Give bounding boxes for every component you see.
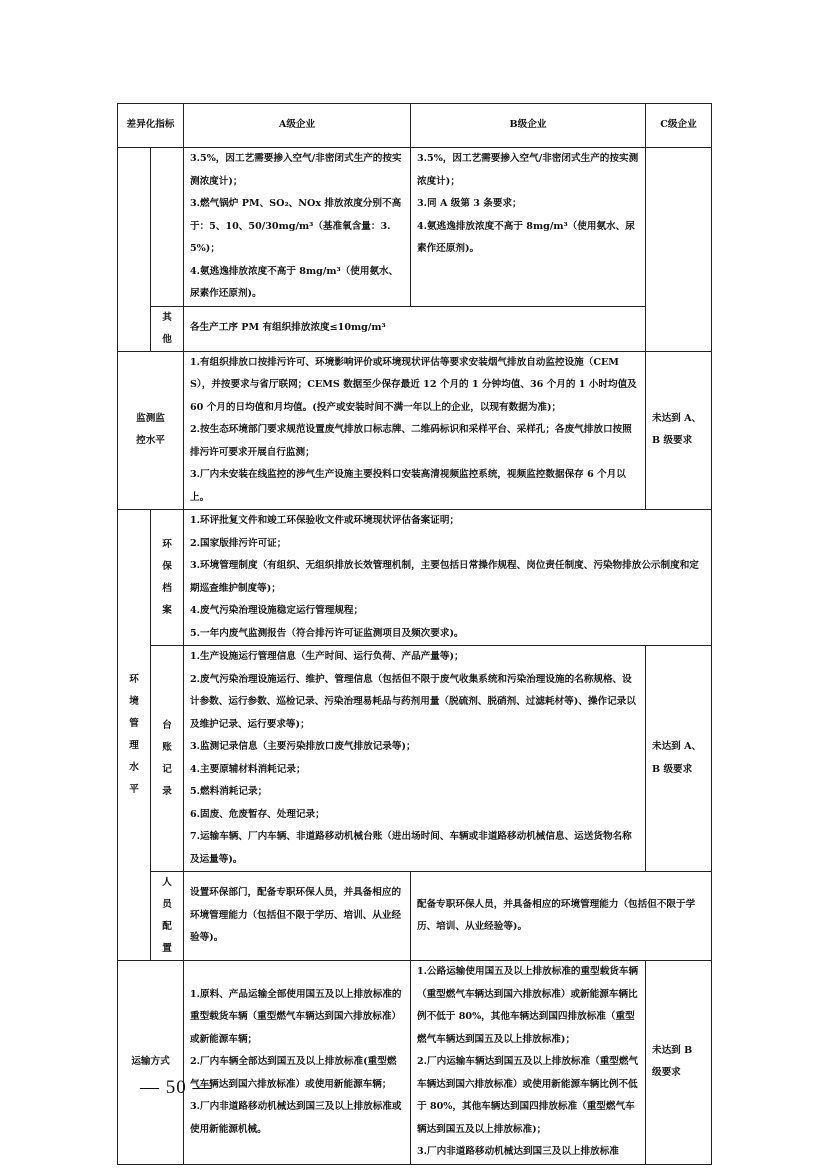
other-row — [118, 306, 712, 351]
transport-a — [184, 961, 411, 1165]
ledger-content — [184, 646, 646, 872]
staff-label: 人员配置 — [151, 872, 184, 961]
transport-b — [411, 961, 646, 1165]
monitoring-row — [118, 351, 712, 510]
transport-row — [118, 961, 712, 1165]
transport-a-item: 3.厂内非道路移动机械达到国三及以上排放标准或使用新能源机械。 — [190, 1101, 402, 1135]
ledger-item: 2.废气污染治理设施运行、维护、管理信息（包括但不限于废气收集系统和污染治理设施的名称规格、设计参数、运行参数、巡检记录、污染治理易耗品与药剂用量（脱硫剂、脱硝剂、过滤耗材等)、操作记录以及维护记录、运行要求等)； — [190, 673, 636, 730]
monitoring-item: 2.按生态环境部门要求规范设置废气排放口标志牌、二维码标识和采样平台、采样孔；各废气排放口按照排污许可要求开展自行监测； — [190, 424, 632, 458]
monitoring-content — [184, 351, 646, 510]
monitoring-label: 监测监控水平 — [118, 351, 184, 510]
emission-a-item: 3.燃气锅炉 PM、SO₂、NOx 排放浓度分别不高于：5、10、50/30mg/m³（基准氧含量：3.5%)； — [190, 198, 402, 254]
emission-c — [646, 148, 712, 352]
ledger-item: 5.燃料消耗记录； — [190, 786, 268, 797]
archives-item: 2.国家版排污许可证； — [190, 537, 287, 549]
archives-item: 3.环境管理制度（有组织、无组织排放长效管理机制，主要包括日常操作规程、岗位责任制度、污染物排放公示制度和定期巡查维护制度等)； — [190, 560, 699, 594]
emission-a — [184, 148, 411, 307]
page-number: — 50 — — [140, 1077, 213, 1098]
grading-table — [117, 103, 712, 1165]
ledger-item: 3.监测记录信息（主要污染排放口废气排放记录等)； — [190, 741, 416, 752]
emission-b-item: 3.5%，因工艺需要掺入空气/非密闭式生产的按实测浓度计)； — [417, 153, 639, 187]
header-a: A级企业 — [184, 104, 411, 148]
emission-sub-cell — [151, 148, 184, 307]
ledger-item: 7.运输车辆、厂内车辆、非道路移动机械台账（进出场时间、车辆或非道路移动机械信息、运送货物名称及运量等)。 — [190, 831, 632, 865]
ledger-label: 台账记录 — [151, 646, 184, 872]
ledger-item: 6.固废、危废暂存、处理记录； — [190, 808, 325, 820]
emission-group-cell — [118, 148, 151, 352]
archives-content — [184, 510, 712, 646]
transport-label: 运输方式 — [118, 961, 184, 1165]
staff-b: 配备专职环保人员，并具备相应的环境管理能力（包括但不限于学历、培训、从业经验等)。 — [411, 872, 712, 961]
ledger-row — [118, 646, 712, 872]
other-content: 各生产工序 PM 有组织排放浓度≤10mg/m³ — [184, 306, 646, 351]
monitoring-c: 未达到 A、B 级要求 — [646, 351, 712, 510]
header-indicator: 差异化指标 — [118, 104, 184, 148]
archives-item: 4.废气污染治理设施稳定运行管理规程； — [190, 605, 364, 616]
header-row — [118, 104, 712, 148]
emission-a-item: 3.5%，因工艺需要掺入空气/非密闭式生产的按实测浓度计)； — [190, 153, 402, 187]
emission-row — [118, 148, 712, 307]
header-b: B级企业 — [411, 104, 646, 148]
transport-a-item: 2.厂内车辆全部达到国五及以上排放标准(重型燃气车辆达到国六排放标准）或使用新能源车辆； — [190, 1056, 397, 1090]
other-label: 其他 — [151, 306, 184, 351]
env-mgmt-label: 环境管理水平 — [118, 510, 151, 961]
archives-label: 环保档案 — [151, 510, 184, 646]
emission-b-item: 4.氨逃逸排放浓度不高于 8mg/m³（使用氨水、尿素作还原剂)。 — [417, 220, 635, 254]
staff-row — [118, 872, 712, 961]
emission-b-item: 3.同 A 级第 3 条要求； — [417, 198, 522, 209]
ledger-item: 4.主要原辅材料消耗记录； — [190, 763, 306, 775]
archives-row — [118, 510, 712, 646]
ledger-c: 未达到 A、B 级要求 — [646, 646, 712, 872]
monitoring-item: 3.厂内未安装在线监控的涉气生产设施主要投料口安装高清视频监控系统，视频监控数据保存 6 个月以上。 — [190, 469, 626, 503]
transport-b-item: 1.公路运输使用国五及以上排放标准的重型载货车辆（重型燃气车辆达到国六排放标准）或新能源车辆比例不低于 80%，其他车辆达到国四排放标准（重型燃气车辆达到国五及以上排放标准)； — [417, 966, 639, 1045]
transport-c: 未达到 B 级要求 — [646, 961, 712, 1165]
emission-a-item: 4.氨逃逸排放浓度不高于 8mg/m³（使用氨水、尿素作还原剂)。 — [190, 265, 399, 299]
archives-item: 5.一年内废气监测报告（符合排污许可证监测项目及频次要求)。 — [190, 627, 464, 639]
archives-item: 1.环评批复文件和竣工环保验收文件或环境现状评估备案证明； — [190, 515, 460, 526]
transport-b-item: 2.厂内运输车辆达到国五及以上排放标准（重型燃气车辆达到国六排放标准）或使用新能源车辆比例不低于 80%，其他车辆达到国四排放标准（重型燃气车辆达到国五及以上排放标准)； — [417, 1056, 639, 1135]
transport-a-item: 1.原料、产品运输全部使用国五及以上排放标准的重型载货车辆（重型燃气车辆达到国六排放标准）或新能源车辆； — [190, 988, 402, 1045]
header-c: C级企业 — [646, 104, 712, 148]
staff-a: 设置环保部门，配备专职环保人员，并具备相应的环境管理能力（包括但不限于学历、培训、从业经验等)。 — [184, 872, 411, 961]
ledger-item: 1.生产设施运行管理信息（生产时间、运行负荷、产品产量等)； — [190, 651, 464, 662]
monitoring-item: 1.有组织排放口按排污许可、环境影响评价或环境现状评估等要求安装烟气排放自动监控设施（CEMS），并按要求与省厅联网；CEMS 数据至少保存最近 12 个月的 1 分钟均值、36 个月的 1 小时均值及 60 个月的日均值和月均值。(投产或安装时间不满一年以上的企业，以现有数据为准)； — [190, 356, 637, 413]
emission-b — [411, 148, 646, 307]
transport-b-item: 3.厂内非道路移动机械达到国三及以上排放标准 — [417, 1146, 619, 1157]
